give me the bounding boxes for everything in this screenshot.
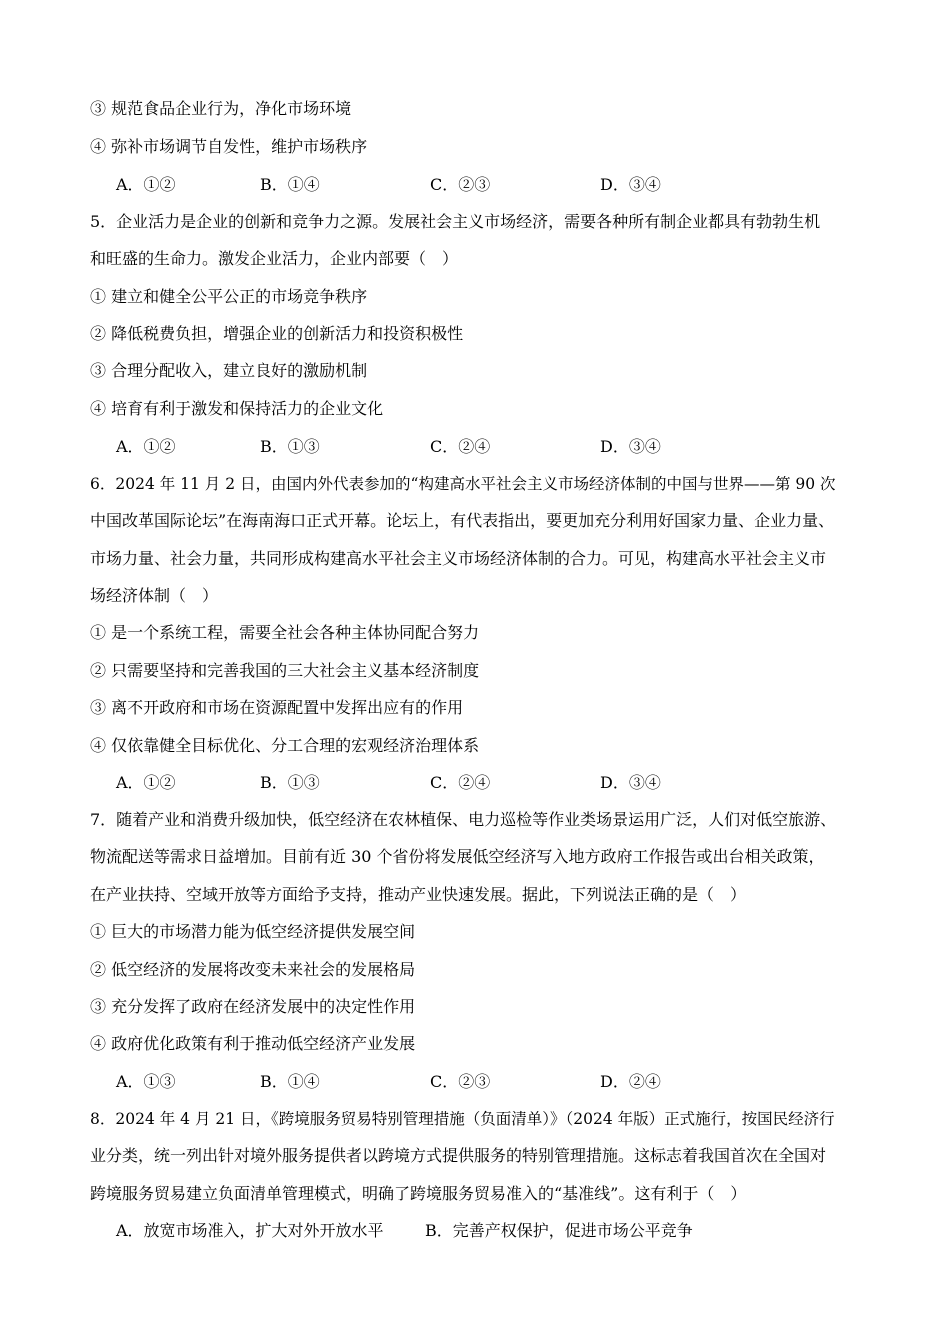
q5-statement-1: ① 建立和健全公平公正的市场竞争秩序 (90, 287, 368, 306)
q7-stem-line-3: 在产业扶持、空域开放等方面给予支持，推动产业快速发展。据此，下列说法正确的是（ ） (90, 885, 747, 904)
q7-stem-line-2: 物流配送等需求日益增加。目前有近 30 个省份将发展低空经济写入地方政府工作报告或出台相关政策， (90, 847, 825, 866)
q6-statement-1: ① 是一个系统工程，需要全社会各种主体协同配合努力 (90, 623, 480, 642)
q5-option-a: A．①② (116, 437, 176, 456)
q5-option-d: D．③④ (600, 437, 661, 456)
q7-statement-3: ③ 充分发挥了政府在经济发展中的决定性作用 (90, 997, 416, 1016)
q4-option-d: D．③④ (600, 175, 661, 194)
q6-stem-line-1: 6．2024 年 11 月 2 日，由国内外代表参加的“构建高水平社会主义市场经济体制的中国与世界——第 90 次 (90, 475, 836, 493)
q7-stem-line-1: 7．随着产业和消费升级加快，低空经济在农林植保、电力巡检等作业类场景运用广泛，人们对低空旅游、 (90, 810, 837, 829)
q5-stem-line-2: 和旺盛的生命力。激发企业活力，企业内部要（ ） (90, 249, 459, 268)
q6-stem-line-4: 场经济体制（ ） (90, 586, 219, 605)
q8-option-b: B．完善产权保护，促进市场公平竞争 (425, 1221, 693, 1240)
q8-stem-line-1: 8．2024 年 4 月 21 日，《跨境服务贸易特别管理措施（负面清单）》（2024 年版）正式施行，按国民经济行 (90, 1110, 835, 1128)
q6-statement-2: ② 只需要坚持和完善我国的三大社会主义基本经济制度 (90, 661, 480, 680)
q7-option-d: D．②④ (600, 1072, 661, 1091)
q4-statement-3: ③ 规范食品企业行为，净化市场环境 (90, 99, 352, 118)
q7-option-a: A．①③ (116, 1072, 176, 1091)
q7-statement-1: ① 巨大的市场潜力能为低空经济提供发展空间 (90, 922, 416, 941)
q6-option-c: C．②④ (430, 773, 491, 792)
q6-stem-line-2: 中国改革国际论坛”在海南海口正式开幕。论坛上，有代表指出，要更加充分利用好国家力量、企业力量、 (90, 511, 835, 530)
q7-statement-2: ② 低空经济的发展将改变未来社会的发展格局 (90, 960, 416, 979)
q5-option-c: C．②④ (430, 437, 491, 456)
q8-stem-line-2: 业分类，统一列出针对境外服务提供者以跨境方式提供服务的特别管理措施。这标志着我国首次在全国对 (90, 1146, 827, 1165)
q4-option-a: A．①② (116, 175, 176, 194)
q5-statement-2: ② 降低税费负担，增强企业的创新活力和投资积极性 (90, 324, 464, 343)
q6-option-d: D．③④ (600, 773, 661, 792)
q7-option-c: C．②③ (430, 1072, 491, 1091)
q4-option-b: B．①④ (260, 175, 320, 194)
q5-statement-4: ④ 培育有利于激发和保持活力的企业文化 (90, 399, 384, 418)
q7-option-b: B．①④ (260, 1072, 320, 1091)
q5-stem-line-1: 5．企业活力是企业的创新和竞争力之源。发展社会主义市场经济，需要各种所有制企业都具有勃勃生机 (90, 212, 821, 231)
q6-statement-3: ③ 离不开政府和市场在资源配置中发挥出应有的作用 (90, 698, 464, 717)
q6-stem-line-3: 市场力量、社会力量，共同形成构建高水平社会主义市场经济体制的合力。可见，构建高水平社会主义市 (90, 549, 827, 568)
q5-option-b: B．①③ (260, 437, 320, 456)
q8-stem-line-3: 跨境服务贸易建立负面清单管理模式，明确了跨境服务贸易准入的“基准线”。这有利于（ ） (90, 1184, 747, 1203)
q7-statement-4: ④ 政府优化政策有利于推动低空经济产业发展 (90, 1034, 416, 1053)
q4-statement-4: ④ 弥补市场调节自发性，维护市场秩序 (90, 137, 368, 156)
q5-statement-3: ③ 合理分配收入，建立良好的激励机制 (90, 361, 368, 380)
q6-option-b: B．①③ (260, 773, 320, 792)
q4-option-c: C．②③ (430, 175, 491, 194)
q6-option-a: A．①② (116, 773, 176, 792)
q8-option-a: A．放宽市场准入，扩大对外开放水平 (116, 1221, 384, 1240)
q6-statement-4: ④ 仅依靠健全目标优化、分工合理的宏观经济治理体系 (90, 736, 480, 755)
